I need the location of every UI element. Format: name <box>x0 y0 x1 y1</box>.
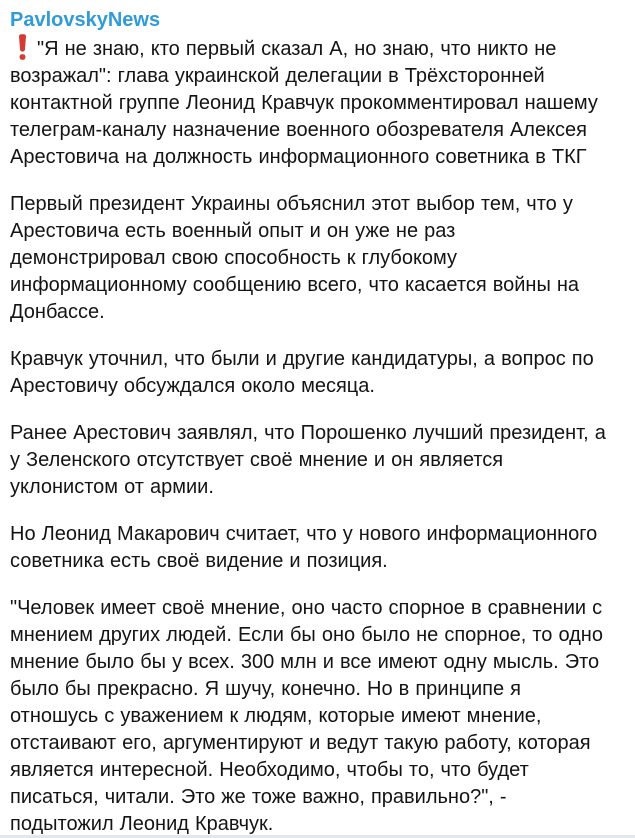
paragraph-text: "Я не знаю, кто первый сказал А, но знаю, что никто не возражал": глава украинской делегации в Трёхсторонней контактной группе Леонид Кравчук прокомментировал нашему телеграм-каналу назначение военного обозревателя Алексея Арестовича на должность информационного советника в ТКГ <box>10 38 598 168</box>
post-paragraph: Ранее Арестович заявлял, что Порошенко лучший президент, а у Зеленского отсутствует своё мнение и он является уклонистом от армии. <box>10 422 606 498</box>
post-paragraph: Первый президент Украины объяснил этот выбор тем, что у Арестовича есть военный опыт и он уже не раз демонстрировал свою способность к глубокому информационному сообщению всего, что касается войны на Донбассе. <box>10 193 580 323</box>
post-paragraph: Но Леонид Макарович считает, что у нового информационного советника есть своё видение и позиция. <box>10 523 598 572</box>
channel-name[interactable]: PavlovskyNews <box>10 9 161 31</box>
exclamation-icon <box>16 34 29 60</box>
post-paragraph: Кравчук уточнил, что были и другие кандидатуры, а вопрос по Арестовичу обсуждался около месяца. <box>10 348 594 397</box>
post-paragraph: "Человек имеет своё мнение, оно часто спорное в сравнении с мнением других людей. Если бы оно было не спорное, то одно мнение было бы у всех. 300 млн и все имеют одну мысль. Это было бы прекрасно. Я шучу, конечно. Но в принципе я отношусь с уважением к людям, которые имеют мнение, отстаивают его, аргументируют и ведут такую работу, которая является интересной. Необходимо, чтобы то, что будет писаться, читали. Это же тоже важно, правильно?", - подытожил Леонид Кравчук. <box>10 597 603 835</box>
post-paragraph <box>10 34 615 171</box>
